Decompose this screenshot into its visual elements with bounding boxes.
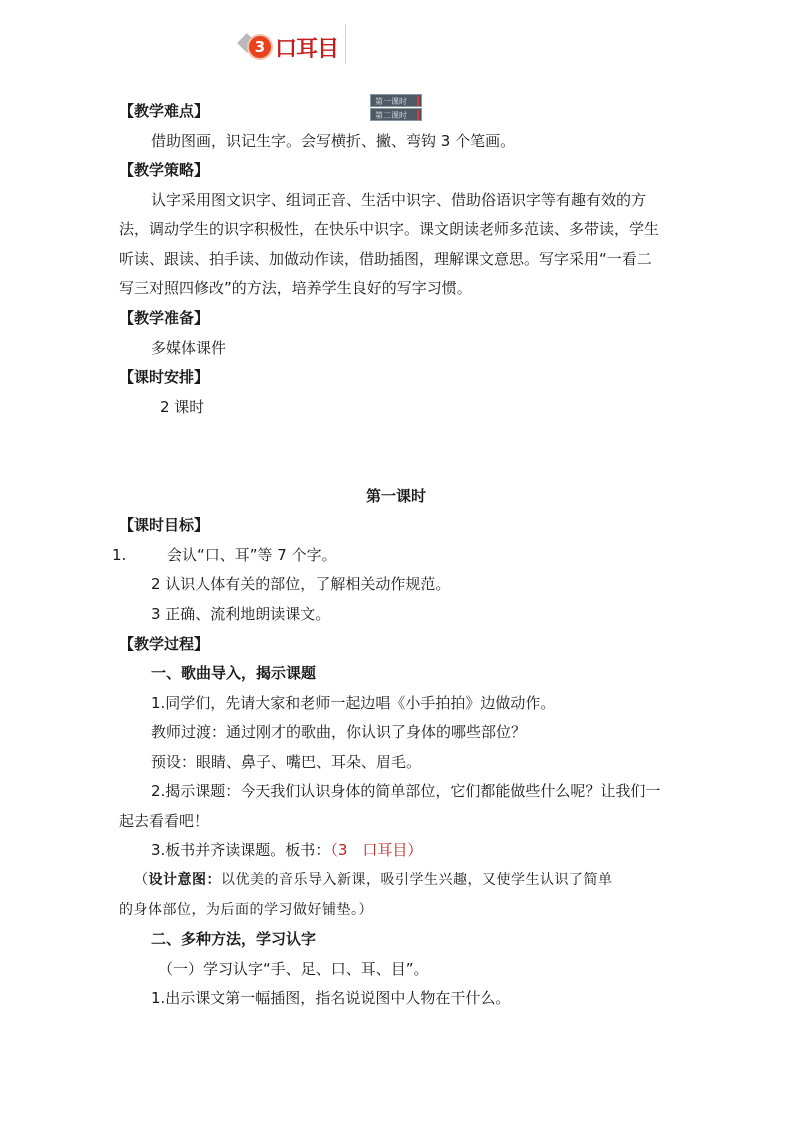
goal-2-text: 2 认识人体有关的部位，了解相关动作规范。 bbox=[151, 575, 451, 593]
step2-item1: 1.出示课文第一幅插图，指名说说图中人物在干什么。 bbox=[151, 989, 511, 1007]
step1-transition: 教师过渡：通过刚才的歌曲，你认识了身体的哪些部位？ bbox=[151, 723, 527, 741]
goal-1-number: 1. bbox=[112, 546, 127, 564]
tab-second-period-label: 第二课时 bbox=[375, 111, 407, 120]
goal-1-text: 会认“口、耳”等 7 个字。 bbox=[167, 546, 337, 564]
design-intent-text: 以优美的音乐导入新课，吸引学生兴趣，又使学生认识了简单 bbox=[221, 872, 613, 888]
tab-second-period[interactable] bbox=[370, 108, 422, 121]
step1-item1: 1.同学们，先请大家和老师一起边唱《小手拍拍》边做动作。 bbox=[151, 694, 556, 712]
difficulty-text: 借助图画，识记生字。会写横折、撇、弯钩 3 个笔画。 bbox=[151, 132, 516, 150]
period-title: 第一课时 bbox=[366, 487, 427, 505]
step1-heading: 一、歌曲导入，揭示课题 bbox=[151, 664, 317, 682]
step2-subheading: （一）学习认字“手、足、口、耳、目”。 bbox=[158, 960, 429, 978]
design-intent-line2: 的身体部位，为后面的学习做好铺垫。） bbox=[119, 902, 373, 918]
prep-text: 多媒体课件 bbox=[151, 339, 227, 357]
step2-heading: 二、多种方法，学习认字 bbox=[151, 930, 317, 948]
step1-preset: 预设：眼睛、鼻子、嘴巴、耳朵、眉毛。 bbox=[151, 753, 422, 771]
strategy-line: 写三对照四修改”的方法，培养学生良好的写字习惯。 bbox=[119, 279, 472, 297]
lesson-number-badge: 3 bbox=[247, 34, 273, 60]
step1-item3-text: 3.板书并齐读课题。板书： bbox=[151, 841, 331, 859]
tab-marker-icon bbox=[417, 96, 419, 106]
tab-first-period[interactable] bbox=[370, 94, 422, 107]
design-intent-open: （ bbox=[134, 872, 149, 888]
step1-item2-line2: 起去看看吧！ bbox=[119, 812, 210, 830]
tab-first-period-label: 第一课时 bbox=[375, 97, 407, 106]
strategy-line: 听读、跟读、拍手读、加做动作读，借助插图，理解课文意思。写字采用“一看二 bbox=[119, 250, 652, 268]
tab-marker-icon bbox=[417, 110, 419, 120]
difficulty-heading: 【教学难点】 bbox=[119, 102, 210, 120]
process-heading: 【教学过程】 bbox=[119, 635, 210, 653]
board-writing: （3 口耳目） bbox=[330, 841, 423, 859]
step1-item2-line1: 2.揭示课题：今天我们认识身体的简单部位，它们都能做些什么呢？让我们一 bbox=[151, 782, 661, 800]
strategy-heading: 【教学策略】 bbox=[119, 161, 210, 179]
schedule-text: 2 课时 bbox=[160, 398, 205, 416]
schedule-heading: 【课时安排】 bbox=[119, 368, 210, 386]
logo-divider bbox=[345, 24, 346, 64]
design-intent-label: 设计意图： bbox=[148, 872, 221, 888]
prep-heading: 【教学准备】 bbox=[119, 309, 210, 327]
goal-3-text: 3 正确、流利地朗读课文。 bbox=[151, 605, 331, 623]
lesson-title-logo: 口耳目 bbox=[275, 37, 339, 62]
strategy-line: 认字采用图文识字、组词正音、生活中识字、借助俗语识字等有趣有效的方 bbox=[151, 191, 647, 209]
strategy-line: 法，调动学生的识字积极性，在快乐中识字。课文朗读老师多范读、多带读，学生 bbox=[119, 220, 660, 238]
period-tabs bbox=[370, 94, 424, 124]
goals-heading: 【课时目标】 bbox=[119, 516, 210, 534]
design-intent-line1 bbox=[134, 870, 613, 890]
step1-item3 bbox=[151, 840, 422, 860]
